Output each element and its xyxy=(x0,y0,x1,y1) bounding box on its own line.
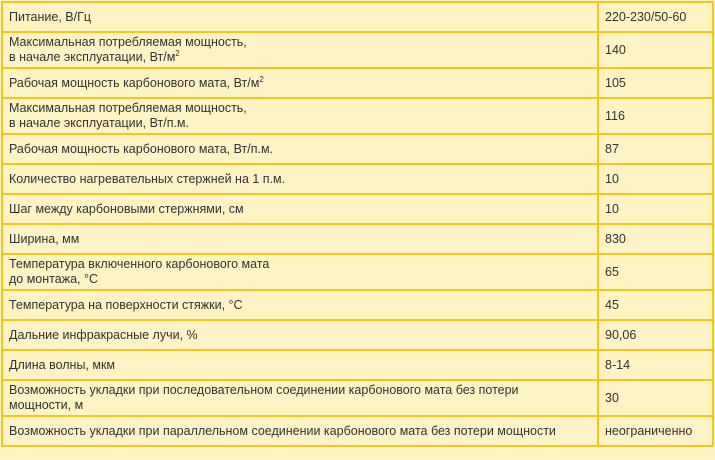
unit-superscript: 2 xyxy=(259,74,264,84)
spec-label: Рабочая мощность карбонового мата, Вт/п.м. xyxy=(9,141,274,156)
spec-label: Температура на поверхности стяжки, °С xyxy=(9,297,243,312)
spec-value: 45 xyxy=(598,290,713,320)
table-row xyxy=(2,350,713,380)
spec-label-cell xyxy=(2,350,598,380)
spec-label: Шаг между карбоновыми стержнями, см xyxy=(9,201,244,216)
table-row xyxy=(2,68,713,98)
spec-label-cell xyxy=(2,290,598,320)
table-row xyxy=(2,290,713,320)
spec-value: неограниченно xyxy=(598,416,713,446)
spec-label: Возможность укладки при последовательном соединении карбонового мата без потери xyxy=(9,383,519,397)
spec-label: Количество нагревательных стержней на 1 п.м. xyxy=(9,171,286,186)
table-row xyxy=(2,164,713,194)
table-row xyxy=(2,224,713,254)
spec-label: Максимальная потребляемая мощность, xyxy=(9,35,247,49)
spec-value: 90,06 xyxy=(598,320,713,350)
spec-value: 105 xyxy=(598,68,713,98)
spec-label-continuation: в начале эксплуатации, Вт/п.м. xyxy=(9,116,189,130)
table-row xyxy=(2,194,713,224)
spec-label-cell xyxy=(2,68,598,98)
spec-value: 30 xyxy=(598,380,713,416)
spec-label-continuation: мощности, м xyxy=(9,398,84,412)
spec-label-continuation: до монтажа, °С xyxy=(9,272,98,286)
spec-label-cell xyxy=(2,194,598,224)
spec-label: Максимальная потребляемая мощность, xyxy=(9,101,247,115)
spec-label-cell xyxy=(2,98,598,134)
table-row xyxy=(2,380,713,416)
spec-label: Дальние инфракрасные лучи, % xyxy=(9,327,198,342)
spec-value: 65 xyxy=(598,254,713,290)
spec-value: 87 xyxy=(598,134,713,164)
spec-label-cell xyxy=(2,164,598,194)
spec-value: 220-230/50-60 xyxy=(598,2,713,32)
spec-label-cell xyxy=(2,320,598,350)
spec-label-cell xyxy=(2,224,598,254)
spec-label: Длина волны, мкм xyxy=(9,357,116,372)
spec-label-cell xyxy=(2,380,598,416)
spec-value: 10 xyxy=(598,164,713,194)
spec-label: Ширина, мм xyxy=(9,231,80,246)
spec-value: 140 xyxy=(598,32,713,68)
spec-label-cell xyxy=(2,32,598,68)
spec-value: 10 xyxy=(598,194,713,224)
specifications-table-body xyxy=(2,2,713,446)
spec-label-cell xyxy=(2,416,598,446)
spec-label: Температура включенного карбонового мата xyxy=(9,257,270,271)
spec-label: Питание, В/Гц xyxy=(9,9,92,24)
spec-label-cell xyxy=(2,134,598,164)
spec-value: 8-14 xyxy=(598,350,713,380)
spec-label-cell xyxy=(2,254,598,290)
unit-superscript: 2 xyxy=(175,48,180,58)
spec-label: Возможность укладки при параллельном соединении карбонового мата без потери мощности xyxy=(9,423,556,438)
table-row xyxy=(2,98,713,134)
spec-label: Рабочая мощность карбонового мата, Вт/м xyxy=(9,75,260,90)
table-row xyxy=(2,416,713,446)
table-row xyxy=(2,254,713,290)
table-row xyxy=(2,32,713,68)
spec-value: 830 xyxy=(598,224,713,254)
spec-label-cell xyxy=(2,2,598,32)
table-row xyxy=(2,2,713,32)
table-row xyxy=(2,134,713,164)
table-row xyxy=(2,320,713,350)
spec-value: 116 xyxy=(598,98,713,134)
specifications-table xyxy=(1,1,714,447)
spec-label-continuation: в начале эксплуатации, Вт/м xyxy=(9,50,176,64)
